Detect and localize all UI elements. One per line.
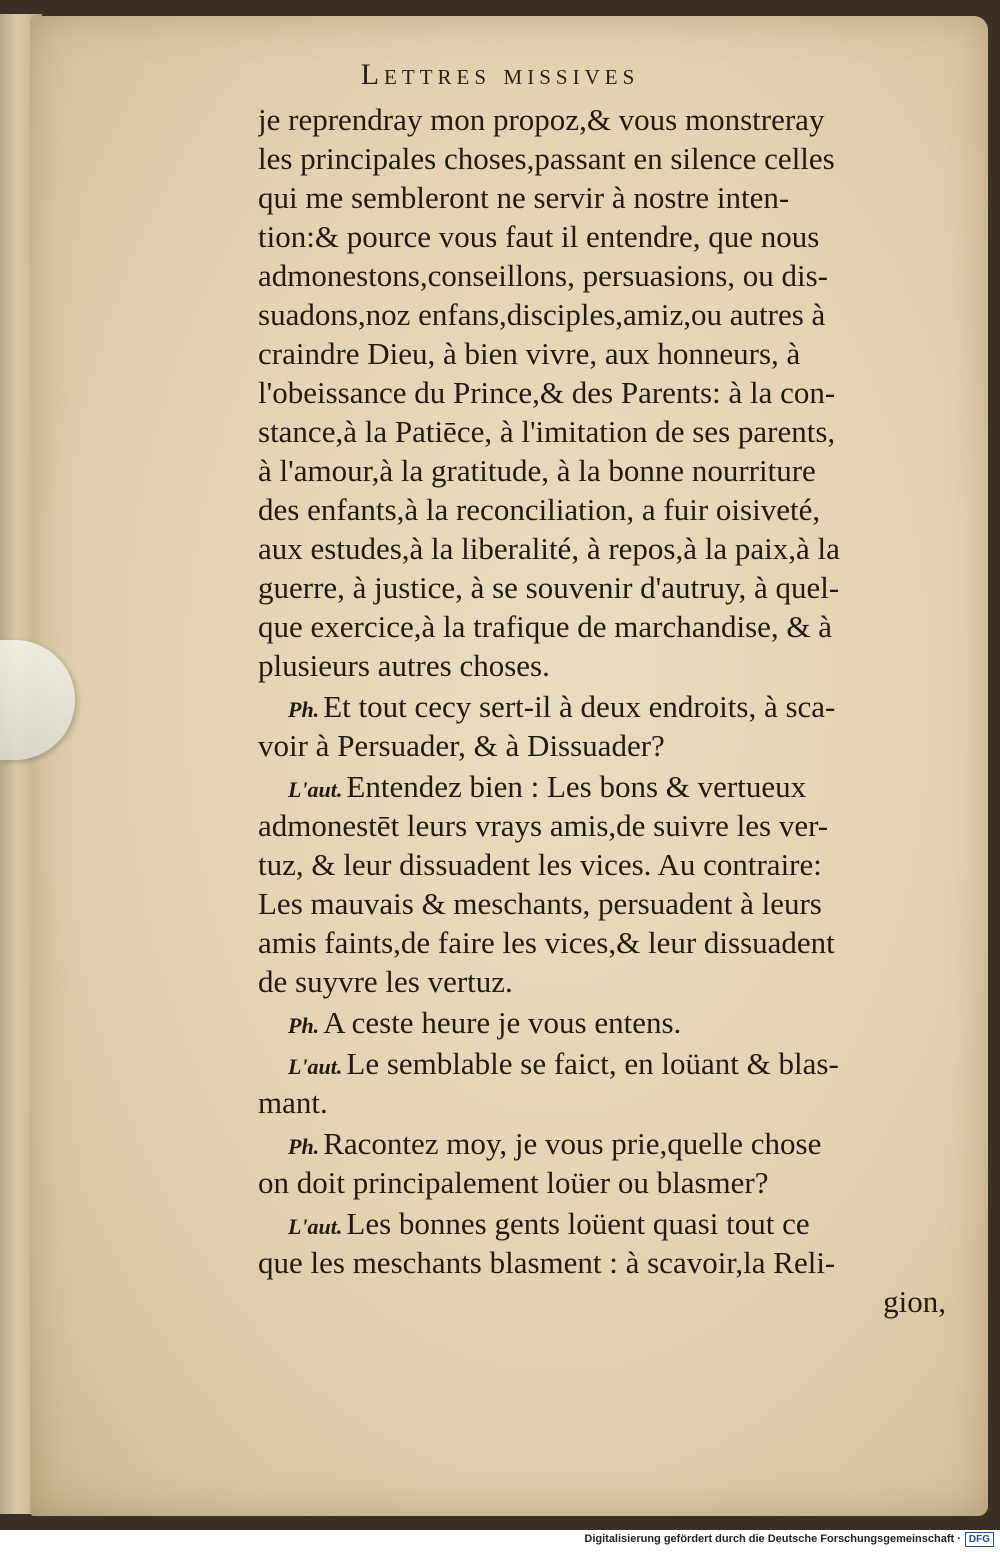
text-line: guerre, à justice, à se souvenir d'autruy, à quel- bbox=[258, 570, 840, 605]
page-text bbox=[258, 100, 946, 1321]
dfg-logo: DFG bbox=[965, 1532, 994, 1547]
text-line: qui me sembleront ne servir à nostre inten- bbox=[258, 180, 790, 215]
dialogue-line: L'aut. Entendez bien : Les bons & vertueux bbox=[288, 769, 807, 804]
text-line: tuz, & leur dissuadent les vices. Au contraire: bbox=[258, 847, 822, 882]
dialogue-line: L'aut. Le semblable se faict, en loüant & blas- bbox=[288, 1046, 839, 1081]
dialogue-line: Ph. Et tout cecy sert-il à deux endroits, à sca- bbox=[288, 689, 836, 724]
text-line: je reprendray mon propoz,& vous monstreray bbox=[258, 102, 825, 137]
text-line: mant. bbox=[258, 1085, 328, 1120]
text-line: l'obeissance du Prince,& des Parents: à la con- bbox=[258, 375, 836, 410]
text-line: amis faints,de faire les vices,& leur dissuadent bbox=[258, 925, 835, 960]
speaker-label: L'aut. bbox=[288, 777, 343, 802]
speaker-label: L'aut. bbox=[288, 1214, 343, 1239]
text-line: admonestēt leurs vrays amis,de suivre les ver- bbox=[258, 808, 829, 843]
text-line: que les meschants blasment : à scavoir,la Reli- bbox=[258, 1245, 836, 1280]
text-line: on doit principalement loüer ou blasmer? bbox=[258, 1165, 769, 1200]
text-line: des enfants,à la reconciliation, a fuir oisiveté, bbox=[258, 492, 821, 527]
text-line: de suyvre les vertuz. bbox=[258, 964, 513, 999]
speaker-label: Ph. bbox=[288, 1013, 320, 1038]
dialogue-line: Ph. Racontez moy, je vous prie,quelle chose bbox=[288, 1126, 822, 1161]
text-line: que exercice,à la trafique de marchandise, & à bbox=[258, 609, 833, 644]
text-line: à l'amour,à la gratitude, à la bonne nourriture bbox=[258, 453, 816, 488]
text-line: les principales choses,passant en silence celles bbox=[258, 141, 835, 176]
text-line: aux estudes,à la liberalité, à repos,à la paix,à la bbox=[258, 531, 840, 566]
text-line: tion:& pource vous faut il entendre, que nous bbox=[258, 219, 820, 254]
text-line: admonestons,conseillons, persuasions, ou dis- bbox=[258, 258, 829, 293]
text-line: craindre Dieu, à bien vivre, aux honneurs, à bbox=[258, 336, 801, 371]
catchword: gion, bbox=[883, 1284, 946, 1319]
dialogue-line: L'aut. Les bonnes gents loüent quasi tout ce bbox=[288, 1206, 810, 1241]
text-line: voir à Persuader, & à Dissuader? bbox=[258, 728, 665, 763]
text-line: stance,à la Patiēce, à l'imitation de ses parents, bbox=[258, 414, 836, 449]
credit-text: Digitalisierung gefördert durch die Deutsche Forschungsgemeinschaft · bbox=[584, 1533, 961, 1545]
dialogue-line: Ph. A ceste heure je vous entens. bbox=[288, 1005, 682, 1040]
text-line: suadons,noz enfans,disciples,amiz,ou autres à bbox=[258, 297, 826, 332]
speaker-label: Ph. bbox=[288, 1134, 320, 1159]
digitization-credit bbox=[584, 1530, 994, 1548]
speaker-label: Ph. bbox=[288, 697, 320, 722]
text-line: Les mauvais & meschants, persuadent à leurs bbox=[258, 886, 822, 921]
running-head: Lettres missives bbox=[360, 58, 640, 91]
text-line: plusieurs autres choses. bbox=[258, 648, 550, 683]
speaker-label: L'aut. bbox=[288, 1054, 343, 1079]
